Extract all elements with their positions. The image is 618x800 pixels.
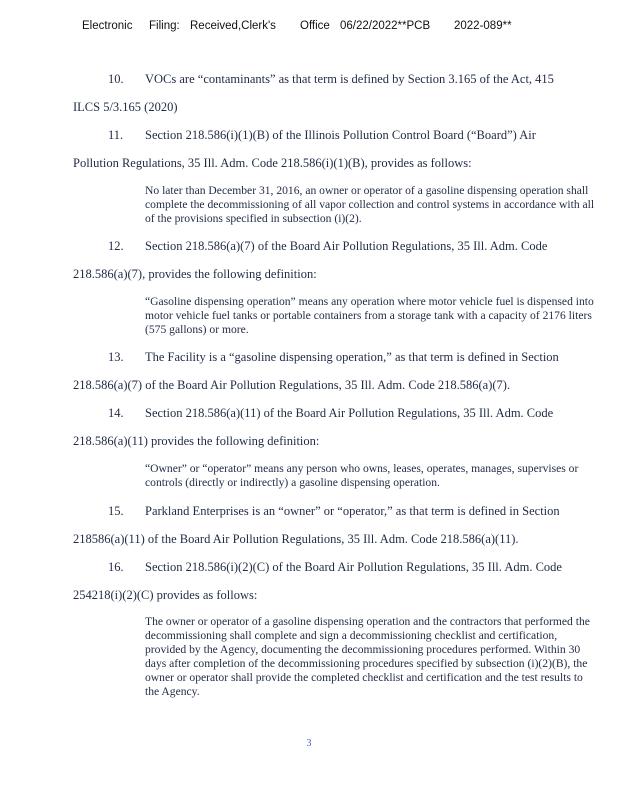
paragraph-number: 12. [108, 239, 124, 253]
paragraph-line: 218.586(a)(7) of the Board Air Pollution Regulations, 35 Ill. Adm. Code 218.586(a)(7). [73, 378, 511, 392]
paragraph-number: 11. [108, 128, 124, 142]
header-office: Office [300, 20, 330, 32]
paragraph-number: 15. [108, 504, 124, 518]
paragraph-line: Section 218.586(a)(11) of the Board Air Pollution Regulations, 35 Ill. Adm. Code [145, 406, 554, 420]
header-filing: Filing: [149, 20, 180, 32]
block-quote: “Gasoline dispensing operation” means any operation where motor vehicle fuel is dispensed into motor vehicle fuel tanks or portable containers from a storage tank with a capacity of 2176 liters (575 gallons) or more. [145, 295, 594, 336]
header-received: Received,Clerk's [190, 20, 276, 32]
paragraph-line: ILCS 5/3.165 (2020) [73, 100, 178, 114]
paragraph-line: VOCs are “contaminants” as that term is defined by Section 3.165 of the Act, 415 [145, 72, 554, 86]
header-case: 2022-089** [454, 20, 512, 32]
block-quote: No later than December 31, 2016, an owner or operator of a gasoline dispensing operation shall complete the decommissioning of all vapor collection and control systems in accordance with all of the provisions specified in subsection (i)(2). [145, 184, 595, 225]
paragraph-line: Pollution Regulations, 35 Ill. Adm. Code 218.586(i)(1)(B), provides as follows: [73, 156, 472, 170]
header-date: 06/22/2022**PCB [340, 20, 431, 32]
paragraph-line: 218.586(a)(7), provides the following definition: [73, 267, 317, 281]
paragraph-number: 10. [108, 72, 124, 86]
paragraph-line: Parkland Enterprises is an “owner” or “operator,” as that term is defined in Section [145, 504, 560, 518]
paragraph-line: Section 218.586(i)(2)(C) of the Board Air Pollution Regulations, 35 Ill. Adm. Code [145, 560, 562, 574]
paragraph-line: 218586(a)(11) of the Board Air Pollution Regulations, 35 Ill. Adm. Code 218.586(a)(11). [73, 532, 519, 546]
paragraph-number: 13. [108, 350, 124, 364]
block-quote: The owner or operator of a gasoline dispensing operation and the contractors that performed the decommissioning shall complete and sign a decommissioning checklist and certification, provided by the Agency, documenting the decommissioning procedures performed. Within 30 days after completion of the decommissioning procedures specified by subsection (i)(2)(B), the owner or operator shall provide the completed checklist and certification and the test results to the Agency. [145, 615, 590, 698]
header-electronic: Electronic [82, 20, 133, 32]
page-number: 3 [306, 738, 312, 749]
paragraph-number: 14. [108, 406, 124, 420]
paragraph-number: 16. [108, 560, 124, 574]
paragraph-line: Section 218.586(i)(1)(B) of the Illinois Pollution Control Board (“Board”) Air [145, 128, 536, 142]
paragraph-line: 254218(i)(2)(C) provides as follows: [73, 588, 258, 602]
paragraph-line: 218.586(a)(11) provides the following definition: [73, 434, 320, 448]
paragraph-line: Section 218.586(a)(7) of the Board Air Pollution Regulations, 35 Ill. Adm. Code [145, 239, 548, 253]
block-quote: “Owner” or “operator” means any person who owns, leases, operates, manages, supervises or controls (directly or indirectly) a gasoline dispensing operation. [145, 462, 579, 489]
paragraph-line: The Facility is a “gasoline dispensing operation,” as that term is defined in Section [145, 350, 559, 364]
